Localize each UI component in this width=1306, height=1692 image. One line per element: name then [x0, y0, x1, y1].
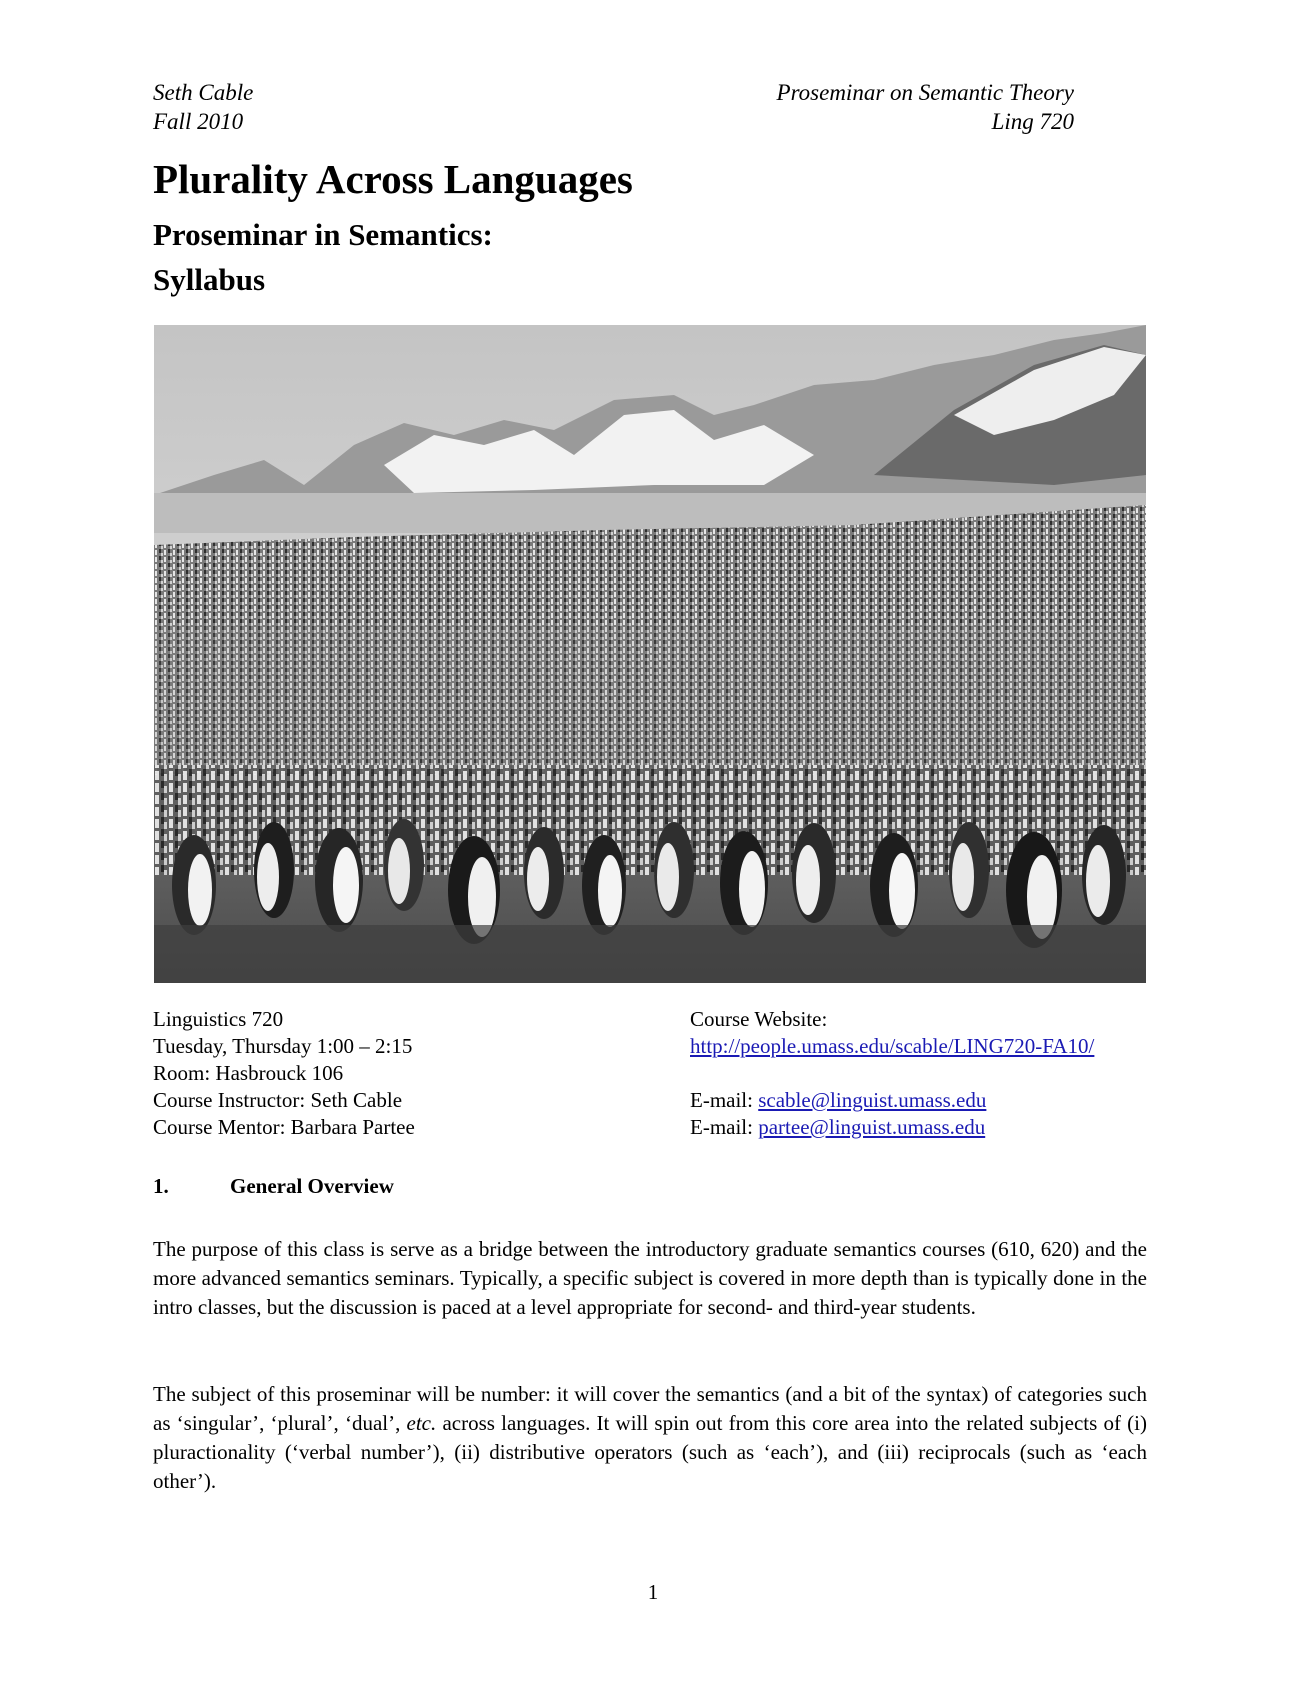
subtitle-line-2: Syllabus [153, 262, 266, 297]
paragraph-text: across languages. It will spin out from this core area into the related subjects of (i) pluractionality (‘verbal number’), (ii) distributive operators (such as ‘each’), and (iii) reciprocals (such as ‘each other’). [153, 1411, 1147, 1493]
contact-info [690, 1006, 1094, 1141]
paragraph-text-italic: etc. [406, 1411, 437, 1435]
paragraph-text: The subject of this proseminar will be number: it will cover the semantics (and a bit of the syntax) of categories such as ‘singular’, ‘plural’, ‘dual’, [153, 1382, 1147, 1435]
subtitle-line-1: Proseminar in Semantics: [153, 217, 493, 252]
course-info [153, 1006, 415, 1141]
course-title: Proseminar on Semantic Theory [776, 80, 1074, 105]
course-number: Linguistics 720 [153, 1007, 284, 1031]
overview-paragraph-1: The purpose of this class is serve as a bridge between the introductory graduate semantics courses (610, 620) and the more advanced semantics seminars. Typically, a specific subject is covered in more depth than is typically done in the intro classes, but the discussion is paced at a level appropriate for second- and third-year students. [153, 1237, 1147, 1319]
email-row-1 [690, 1087, 1094, 1114]
section-number: 1. [153, 1174, 169, 1198]
overview-paragraph-2 [153, 1380, 1147, 1496]
running-header-right [777, 78, 1074, 136]
instructor: Course Instructor: Seth Cable [153, 1088, 403, 1112]
penguin-colony-photo [154, 325, 1146, 983]
meeting-time: Tuesday, Thursday 1:00 – 2:15 [153, 1034, 413, 1058]
term: Fall 2010 [153, 109, 244, 134]
email-link-instructor[interactable]: scable@linguist.umass.edu [758, 1088, 987, 1112]
document-title: Plurality Across Languages [153, 156, 633, 202]
mentor: Course Mentor: Barbara Partee [153, 1115, 415, 1139]
email-row-2 [690, 1114, 1094, 1141]
website-link[interactable]: http://people.umass.edu/scable/LING720-FA10/ [690, 1034, 1095, 1058]
running-header-left [153, 78, 253, 136]
author-name: Seth Cable [153, 80, 254, 105]
page-number: 1 [647, 1580, 659, 1604]
section-heading [153, 1172, 394, 1200]
document-subtitle [153, 212, 493, 302]
room: Room: Hasbrouck 106 [153, 1061, 344, 1085]
website-label: Course Website: [690, 1007, 828, 1031]
email-link-mentor[interactable]: partee@linguist.umass.edu [758, 1115, 986, 1139]
email-label: E-mail: [690, 1088, 753, 1112]
course-code: Ling 720 [991, 109, 1074, 134]
email-label: E-mail: [690, 1115, 753, 1139]
section-title: General Overview [230, 1174, 394, 1198]
